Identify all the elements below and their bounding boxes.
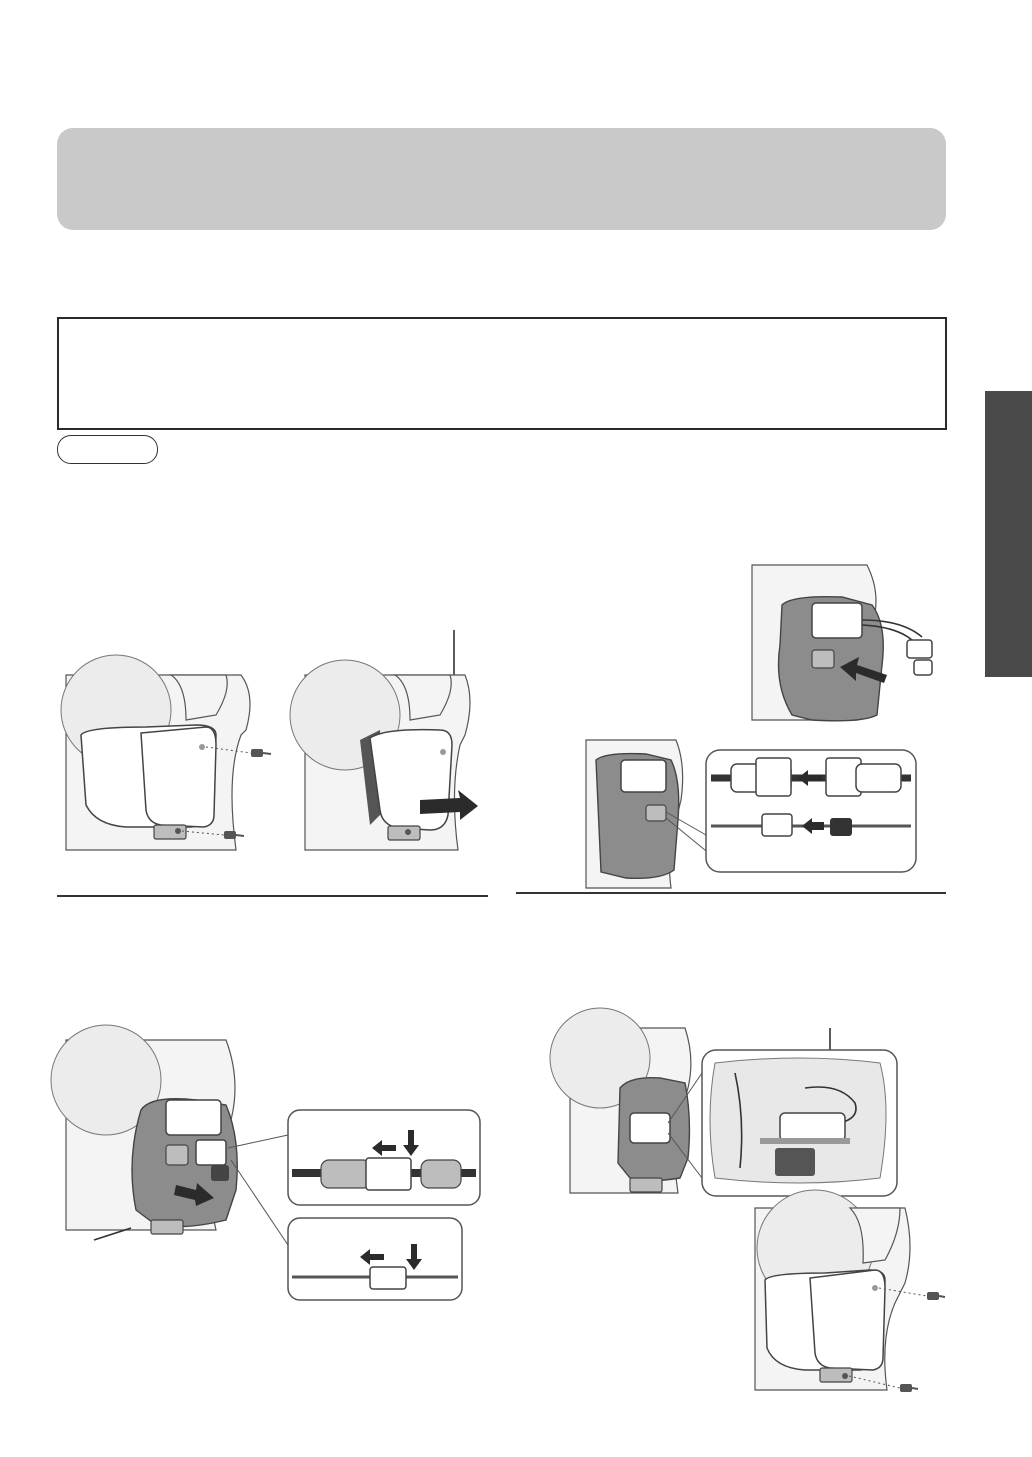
screw-icon bbox=[251, 749, 271, 757]
figure-reattach-cover bbox=[755, 1208, 950, 1393]
figure-slide-off-cover bbox=[300, 630, 480, 855]
screw-icon bbox=[900, 1384, 918, 1392]
chapter-side-tab bbox=[985, 391, 1032, 677]
note-pill bbox=[57, 435, 158, 464]
figure-connect-bottom bbox=[586, 740, 921, 888]
notice-box bbox=[57, 317, 947, 430]
screw-icon bbox=[927, 1292, 945, 1300]
figure-disconnect-connectors bbox=[66, 1040, 486, 1305]
screw-icon bbox=[224, 831, 244, 839]
section-banner bbox=[57, 128, 946, 230]
figure-route-cables bbox=[570, 1028, 900, 1198]
section-divider-left bbox=[57, 895, 488, 897]
section-divider-right bbox=[516, 892, 946, 894]
figure-connect-top bbox=[752, 565, 952, 725]
figure-remove-screws bbox=[66, 675, 281, 850]
